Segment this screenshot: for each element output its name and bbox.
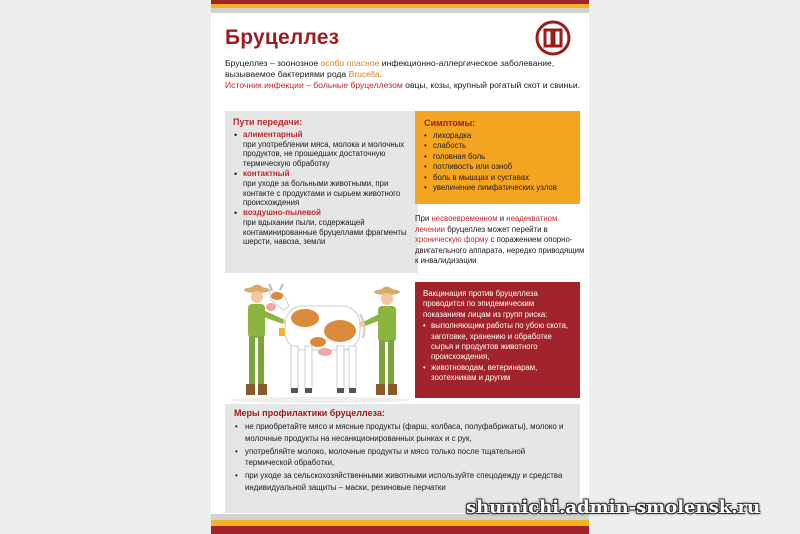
symptom-item: • увеличение лимфатических узлов (424, 183, 571, 193)
intro-highlight-dangerous: особо опасное (320, 58, 380, 68)
transmission-name: • контактный (243, 169, 290, 179)
late-text-part: При (415, 214, 432, 223)
intro-text-part: Бруцеллез – зоонозное (225, 58, 321, 68)
late-text-part: с поражением опорно-двигательного аппарата, нередко приводящим к инвалидизации (415, 235, 585, 266)
cow-figure (266, 284, 364, 393)
late-treatment-text (415, 214, 585, 267)
late-highlight-untimely: несвоевременном (431, 214, 498, 223)
rospotrebnadzor-logo-icon (535, 20, 571, 56)
bottom-stripe-red (211, 526, 589, 534)
transmission-desc: при употреблении мяса, молока и молочных продуктов, не прошедших достаточную термическую обработку (243, 140, 405, 168)
late-highlight-chronic: хроническую форму (415, 235, 489, 245)
intro-text-part: инфекционно-аллергическое заболевание, вызываемое бактериями рода (225, 58, 555, 79)
prevention-item: • не приобретайте мясо и мясные продукты (фарш, колбаса, полуфабрикаты), молоко и молочные продукты на несанкционированных рынках и с рук, (234, 421, 571, 445)
transmission-name: • алиментарный (243, 130, 303, 139)
late-text-part: бруцеллез может перейти в (445, 224, 548, 234)
transmission-item (233, 169, 410, 207)
late-highlight-inadequate: неадекватном лечении (415, 214, 558, 234)
poster (211, 0, 589, 534)
transmission-heading: Пути передачи: (233, 117, 303, 127)
vaccination-item: • животноводам, ветеринарам, зоотехникам и другим (423, 363, 572, 384)
page-title: Бруцеллез (225, 26, 340, 49)
symptom-item: • лихорадка (424, 131, 571, 141)
symptom-item: • слабость (424, 141, 571, 151)
intro-line-disease (225, 58, 581, 80)
right-farmer-figure (359, 287, 400, 396)
prevention-heading: Меры профилактики бруцеллеза: (234, 408, 385, 418)
symptom-item: • потливость или озноб (424, 162, 571, 172)
prevention-item: • при уходе за сельскохозяйственными животными используйте спецодежду и средства индивидуальной защиты – маски, резиновые перчатки (234, 470, 571, 494)
symptoms-box (415, 111, 580, 204)
site-watermark: shumichi.admin-smolensk.ru (466, 497, 761, 518)
prevention-list (234, 421, 571, 494)
symptom-item: • боль в мышцах и суставах (424, 173, 571, 183)
intro-text-part: . (379, 69, 383, 79)
transmission-box (225, 111, 418, 273)
symptom-item: • головная боль (424, 152, 571, 162)
transmission-name: • воздушно-пылевой (243, 208, 321, 218)
symptoms-list (424, 131, 571, 193)
vaccination-list (423, 321, 572, 383)
vaccination-item: • выполняющим работы по убою скота, заготовке, хранению и обработке сырья и продуктов животного происхождения, (423, 321, 572, 363)
vaccination-intro: Вакцинация против бруцеллеза проводится по эпидемическим показаниям лицам из групп риска: (423, 289, 548, 319)
intro-genus: Brucella (348, 69, 380, 79)
vaccination-box (415, 282, 580, 398)
symptoms-heading: Симптомы: (424, 118, 476, 128)
top-stripe-gray (211, 8, 589, 13)
transmission-list (233, 130, 410, 247)
transmission-item (233, 130, 410, 168)
transmission-item (233, 208, 410, 246)
transmission-desc: при вдыхании пыли, содержащей контаминированные бруцеллами фрагменты шерсти, навоза, земли (243, 218, 407, 247)
farmers-with-cow-illustration (225, 276, 415, 404)
intro-line-source (225, 80, 581, 91)
transmission-desc: при уходе за больными животными, при контакте с продуктами и сырьем животного происхождения (243, 179, 401, 208)
intro-highlight-source: Источник инфекции – больные бруцеллезом (225, 80, 403, 90)
late-text-part: и (497, 214, 507, 223)
intro-text-part: овцы, козы, крупный рогатый скот и свиньи. (402, 80, 581, 90)
intro-text (225, 58, 581, 91)
prevention-item: • употребляйте молоко, молочные продукты и мясо только после тщательной термической обработки, (234, 446, 571, 470)
